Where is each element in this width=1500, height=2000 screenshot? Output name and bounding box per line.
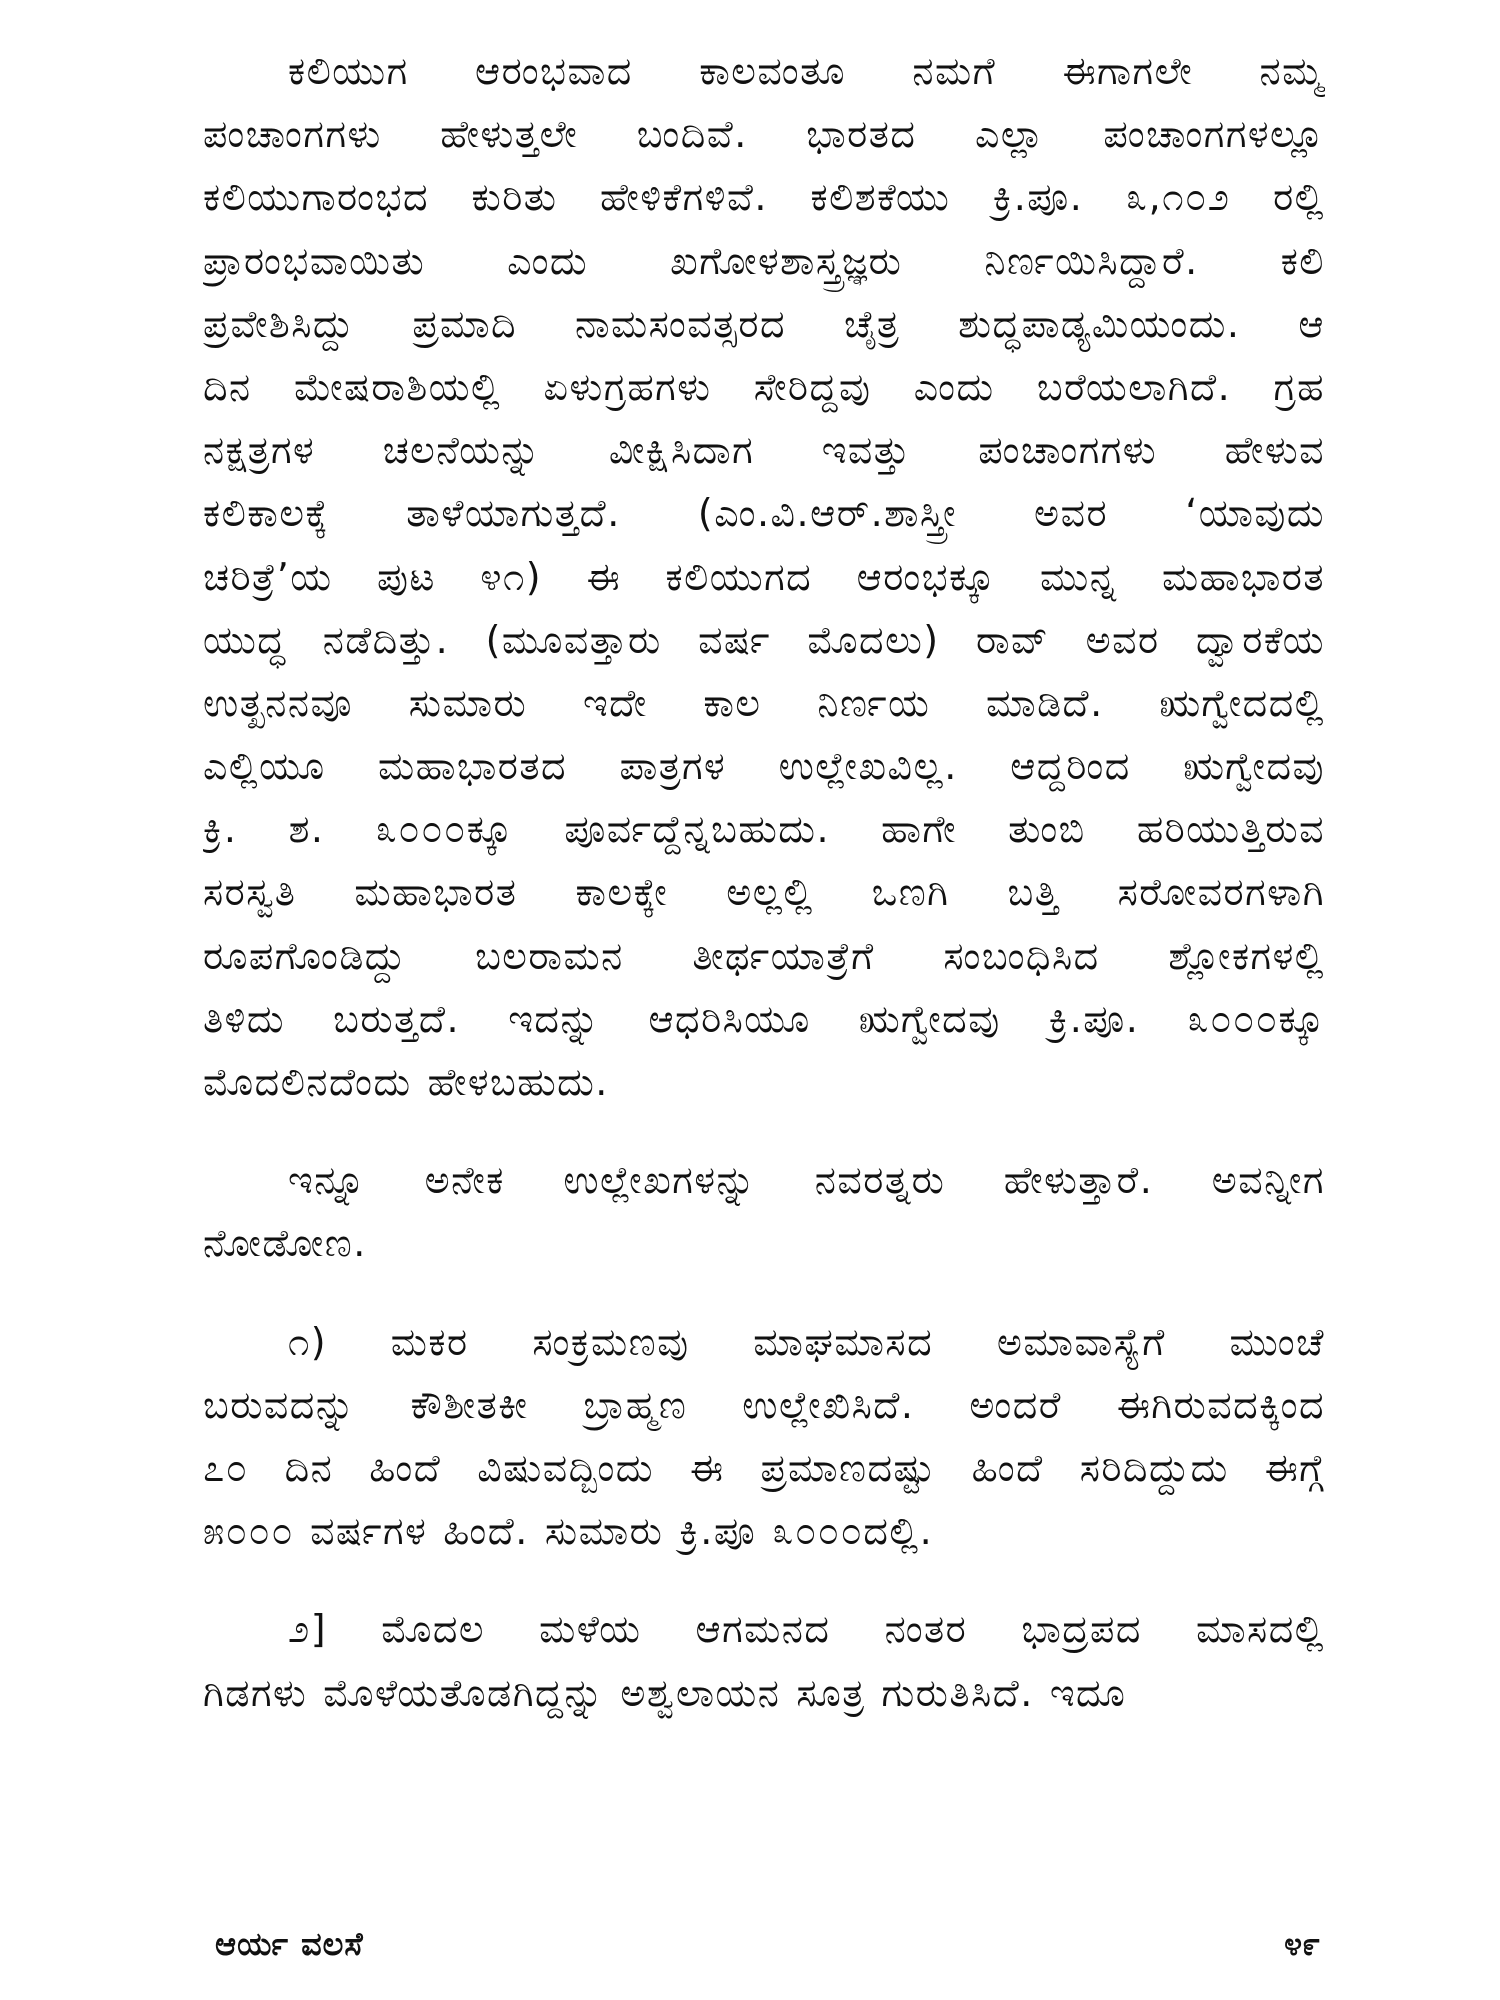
word: ಸುಮಾರು	[544, 1509, 664, 1554]
word: ದ್ವಾರಕೆಯ	[1196, 617, 1325, 662]
word: ಈ	[586, 554, 622, 599]
word: ಚರಿತ್ರೆ’ಯ	[203, 554, 333, 599]
word: ಬರುತ್ತದೆ.	[333, 996, 461, 1041]
word: ಗುರುತಿಸಿದೆ.	[881, 1670, 1034, 1715]
word: ಹಾಗೇ	[881, 807, 957, 852]
text-line	[203, 482, 1325, 545]
word: ಇದೂ	[1049, 1670, 1127, 1715]
word: ೩೦೦೦ಕ್ಕೂ	[1187, 996, 1325, 1041]
text-line	[203, 1051, 1325, 1114]
word: ಅಂದರೆ	[969, 1382, 1062, 1427]
word: ಈಗಾಗಲೇ	[1062, 49, 1194, 93]
word: ೧)	[288, 1319, 328, 1364]
paragraph-gap	[203, 1276, 1325, 1311]
word: ೩೦೦೦ಕ್ಕೂ	[375, 807, 514, 852]
word: ಮೊದಲಿನದೆಂದು	[203, 1060, 412, 1104]
word: ನಮ್ಮ	[1259, 49, 1325, 93]
word: ಬಂದಿವೆ.	[636, 112, 748, 157]
word: ಕಲಿಯುಗಾರಂಭದ	[203, 175, 429, 220]
text-line	[203, 1598, 1325, 1661]
word: ಇನ್ನೂ	[288, 1158, 367, 1203]
word: ನಮಗೆ	[912, 49, 997, 93]
word: ಅವನ್ನೀಗ	[1211, 1158, 1325, 1203]
word: ತಿಳಿದು	[203, 996, 285, 1041]
word: ಪಾತ್ರಗಳ	[619, 744, 727, 789]
word: ಪಂಚಾಂಗಗಳಲ್ಲೂ	[1103, 112, 1325, 157]
word: ಹೇಳುವ	[1224, 428, 1325, 473]
word: ಕ್ರಿ.ಪೂ	[679, 1509, 757, 1554]
word: (ಮೂವತ್ತಾರು	[485, 617, 662, 662]
word: ಉತ್ಖನನವೂ	[203, 680, 353, 725]
word: ಕಾಲವಂತೂ	[699, 49, 846, 93]
word: ೩,೧೦೨	[1125, 175, 1231, 220]
word: ಎಲ್ಲಿಯೂ	[203, 744, 326, 789]
text-line	[203, 419, 1325, 482]
word: ಕಾಲ	[703, 680, 762, 725]
word: ಹೇಳಬಹುದು.	[427, 1060, 609, 1104]
word: ಆದ್ದರಿಂದ	[1010, 744, 1131, 789]
word: ರೂಪಗೊಂಡಿದ್ದು	[203, 933, 407, 978]
word: ಎಲ್ಲಾ	[974, 112, 1045, 157]
word: ಋಗ್ವೇದವು	[1183, 744, 1325, 789]
word: ಪಂಚಾಂಗಗಳು	[203, 112, 382, 157]
word: ಕಲಿಯುಗದ	[665, 554, 813, 599]
word: ಆರಂಭಕ್ಕೂ	[856, 554, 996, 599]
word: (ಎಂ.ವಿ.ಆರ್.ಶಾಸ್ತ್ರೀ	[697, 491, 957, 536]
word: ತೀರ್ಥಯಾತ್ರೆಗೆ	[692, 933, 875, 978]
word: ಚಲನೆಯನ್ನು	[382, 428, 542, 473]
word: ನವರತ್ನರು	[814, 1158, 946, 1203]
text-line	[203, 166, 1325, 229]
word: ಖಗೋಳಶಾಸ್ತ್ರಜ್ಞರು	[670, 238, 903, 283]
word: ಭಾದ್ರಪದ	[1021, 1607, 1142, 1652]
footer-book-title: ಆರ್ಯ ವಲಸೆ	[215, 1925, 364, 1963]
word: ಪುಟ	[377, 554, 436, 599]
text-line	[203, 1662, 1325, 1725]
word: ಕ್ರಿ.	[203, 807, 238, 852]
word: ನಾಮಸಂವತ್ಸರದ	[575, 301, 787, 346]
text-line	[203, 546, 1325, 609]
word: ಉಲ್ಲೇಖಗಳನ್ನು	[563, 1158, 757, 1203]
word: ಪ್ರಾರಂಭವಾಯಿತು	[203, 238, 426, 283]
word: ಮಕರ	[390, 1319, 469, 1364]
page-number: ೪೯	[1284, 1925, 1320, 1963]
word: ವರ್ಷ	[698, 617, 771, 662]
word: ಗಿಡಗಳು	[203, 1670, 308, 1715]
word: ಆಧರಿಸಿಯೂ	[648, 996, 811, 1041]
word: ಶ್ಲೋಕಗಳಲ್ಲಿ	[1168, 933, 1325, 978]
text-line	[203, 925, 1325, 988]
word: ಮೊದಲ	[381, 1607, 486, 1652]
word: ಸರಸ್ವತಿ	[203, 870, 297, 915]
word: ಕಲಿಶಕೆಯು	[810, 175, 951, 220]
word: ಪ್ರವೇಶಿಸಿದ್ದು	[203, 301, 355, 346]
word: ಶುದ್ಧಪಾಡ್ಯಮಿಯಂದು.	[958, 301, 1241, 346]
word: ಸರಿದಿದ್ದುದು	[1079, 1445, 1229, 1490]
word: ಆ	[1298, 301, 1325, 346]
word: ಇದನ್ನು	[508, 996, 601, 1041]
word: ಪಂಚಾಂಗಗಳು	[978, 428, 1158, 473]
word: ಋಗ್ವೇದದಲ್ಲಿ	[1159, 680, 1325, 725]
word: ಸಂಬಂಧಿಸಿದ	[943, 933, 1100, 978]
word: ಉಲ್ಲೇಖವಿಲ್ಲ.	[778, 744, 958, 789]
text-line	[203, 230, 1325, 293]
word: ಮಾಸದಲ್ಲಿ	[1195, 1607, 1325, 1652]
text-line	[203, 1149, 1325, 1212]
word: ನಡೆದಿತ್ತು.	[322, 617, 450, 662]
word: ಬಲರಾಮನ	[475, 933, 624, 978]
word: ಮುನ್ನ	[1040, 554, 1118, 599]
word: ಎಂದು	[913, 364, 995, 409]
text-line	[203, 1311, 1325, 1374]
word: ದಿನ	[284, 1445, 334, 1490]
word: ಹಿಂದೆ	[971, 1445, 1044, 1490]
word: ಇದೇ	[582, 680, 648, 725]
word: ವರ್ಷಗಳ	[310, 1509, 428, 1554]
word: ಸೂತ್ರ	[796, 1670, 866, 1715]
word: ೭೦	[203, 1445, 249, 1490]
word: ಮಾಘಮಾಸದ	[753, 1319, 934, 1364]
word: ಮಹಾಭಾರತ	[354, 870, 518, 915]
word: ಸೇರಿದ್ದವು	[753, 364, 872, 409]
word: ಮೇಷರಾಶಿಯಲ್ಲಿ	[293, 364, 502, 409]
word: ಬರುವದನ್ನು	[203, 1382, 356, 1427]
word: ಈ	[689, 1445, 725, 1490]
word: ಮಹಾಭಾರತ	[1161, 554, 1325, 599]
word: ಮೊಳೆಯತೊಡಗಿದ್ದನ್ನು	[323, 1670, 605, 1715]
word: ೨]	[288, 1607, 328, 1652]
text-line	[203, 40, 1325, 103]
paragraph	[203, 1149, 1325, 1275]
word: ಅಶ್ವಲಾಯನ	[620, 1670, 781, 1715]
word: ‘ಯಾವುದು	[1185, 491, 1325, 536]
word: ನಂತರ	[884, 1607, 968, 1652]
word: ಅಮಾವಾಸ್ಯೆಗೆ	[996, 1319, 1166, 1364]
word: ಆರಂಭವಾದ	[475, 49, 633, 93]
word: ಮಾಡಿದೆ.	[986, 680, 1104, 725]
paragraph-gap	[203, 1114, 1325, 1149]
word: ತುಂಬಿ	[1008, 807, 1086, 852]
body-text	[203, 40, 1325, 1725]
text-line	[203, 672, 1325, 735]
word: ಬ್ರಾಹ್ಮಣ	[583, 1382, 688, 1427]
word: ಪ್ರಮಾಣದಷ್ಟು	[760, 1445, 936, 1490]
word: ಹಿಂದೆ.	[443, 1509, 529, 1554]
word: ವಿಷುವದ್ಬಿಂದು	[477, 1445, 654, 1490]
word: ಕೌಶೀತಕೀ	[410, 1382, 529, 1427]
word: ರಾವ್	[975, 617, 1050, 662]
word: ಈಗಿರುವದಕ್ಕಿಂದ	[1116, 1382, 1325, 1427]
word: ಸರೋವರಗಳಾಗಿ	[1117, 870, 1325, 915]
word: ಈಗ್ಗೆ	[1264, 1445, 1325, 1490]
word: ಮಹಾಭಾರತದ	[378, 744, 568, 789]
word: ಅವರ	[1034, 491, 1109, 536]
word: ವೀಕ್ಷಿಸಿದಾಗ	[608, 428, 755, 473]
text-line	[203, 609, 1325, 672]
word: ಹೇಳುತ್ತಲೇ	[440, 112, 579, 157]
text-line	[203, 1212, 1325, 1275]
word: ಒಣಗಿ	[871, 870, 950, 915]
word: ದಿನ	[203, 364, 252, 409]
word: ಮುಂಚೆ	[1229, 1319, 1325, 1364]
word: ಬತ್ತಿ	[1007, 870, 1060, 915]
word: ಕ್ರಿ.ಪೂ.	[992, 175, 1084, 220]
word: ಆಗಮನದ	[695, 1607, 831, 1652]
word: ಮೊದಲು)	[807, 617, 940, 662]
text-line	[203, 1437, 1325, 1500]
text-line	[203, 356, 1325, 419]
word: ಸುಮಾರು	[408, 680, 528, 725]
word: ಕಲಿಕಾಲಕ್ಕೆ	[203, 491, 330, 536]
word: ನಕ್ಷತ್ರಗಳ	[203, 428, 316, 473]
word: ಗ್ರಹ	[1273, 364, 1325, 409]
word: ೫೦೦೦	[203, 1509, 295, 1554]
word: ಕಾಲಕ್ಕೇ	[575, 870, 669, 915]
word: ಸಂಕ್ರಮಣವು	[532, 1319, 690, 1364]
paragraph	[203, 40, 1325, 1114]
word: ಶ.	[288, 807, 325, 852]
word: ನೋಡೋಣ.	[203, 1221, 367, 1266]
word: ನಿರ್ಣಯ	[817, 680, 931, 725]
word: ಇವತ್ತು	[821, 428, 911, 473]
word: ೩೦೦೦ದಲ್ಲಿ.	[772, 1509, 934, 1554]
word: ಬರೆಯಲಾಗಿದೆ.	[1036, 364, 1232, 409]
word: ನಿರ್ಣಯಿಸಿದ್ದಾರೆ.	[984, 238, 1199, 283]
word: ಚೈತ್ರ	[843, 301, 901, 346]
word: ಎಂದು	[507, 238, 589, 283]
text-line	[203, 1500, 1325, 1563]
word: ಕುರಿತು	[471, 175, 558, 220]
text-line	[203, 1374, 1325, 1437]
word: ಅಲ್ಲಲ್ಲಿ	[726, 870, 814, 915]
word: ರಲ್ಲಿ	[1273, 175, 1325, 220]
word: ಅವರ	[1085, 617, 1160, 662]
word: ಭಾರತದ	[806, 112, 917, 157]
text-line	[203, 293, 1325, 356]
text-line	[203, 798, 1325, 861]
word: ತಾಳೆಯಾಗುತ್ತದೆ.	[406, 491, 621, 536]
word: ಯುದ್ಧ	[203, 617, 287, 662]
word: ಪೂರ್ವದ್ದೆನ್ನಬಹುದು.	[564, 807, 831, 852]
word: ಹೇಳುತ್ತಾರೆ.	[1003, 1158, 1154, 1203]
word: ಉಲ್ಲೇಖಿಸಿದೆ.	[742, 1382, 915, 1427]
word: ಹೇಳಿಕೆಗಳಿವೆ.	[600, 175, 768, 220]
word: ಕಲಿಯುಗ	[288, 49, 409, 93]
word: ೪೧)	[480, 554, 543, 599]
word: ಋಗ್ವೇದವು	[858, 996, 1001, 1041]
word: ಕಲಿ	[1280, 238, 1325, 283]
text-line	[203, 735, 1325, 798]
word: ಮಳೆಯ	[539, 1607, 642, 1652]
word: ಅನೇಕ	[424, 1158, 505, 1203]
word: ಹರಿಯುತ್ತಿರುವ	[1136, 807, 1325, 852]
word: ಹಿಂದೆ	[369, 1445, 442, 1490]
text-line	[203, 988, 1325, 1051]
word: ಪ್ರಮಾದಿ	[412, 301, 518, 346]
text-line	[203, 861, 1325, 924]
word: ಏಳುಗ್ರಹಗಳು	[543, 364, 712, 409]
word: ಕ್ರಿ.ಪೂ.	[1048, 996, 1140, 1041]
paragraph	[203, 1311, 1325, 1564]
paragraph-gap	[203, 1563, 1325, 1598]
paragraph	[203, 1598, 1325, 1724]
text-line	[203, 103, 1325, 166]
